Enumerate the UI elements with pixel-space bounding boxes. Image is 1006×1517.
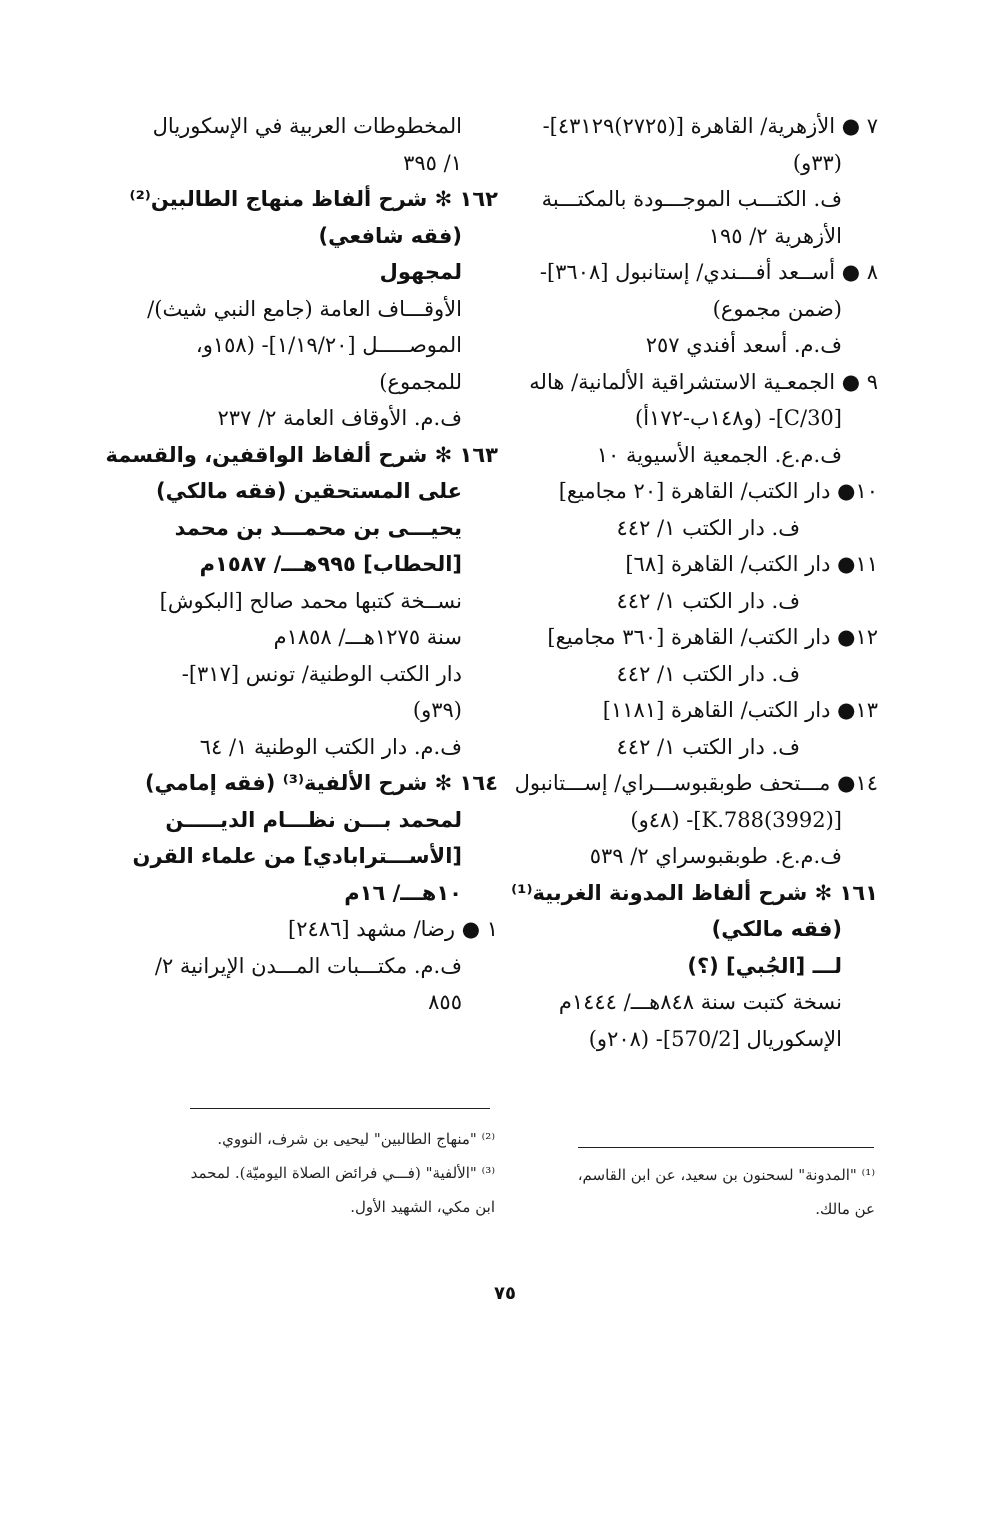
left-column-line: نســخة كتبها محمد صالح [البكوش] (159, 588, 462, 613)
right-column-line: ١٢● دار الكتب/ القاهرة [٣٦٠ مجاميع] (547, 625, 878, 649)
right-column-line: ف. دار الكتب ١/ ٤٤٢ (616, 588, 800, 613)
right-column-line: لـــ [الجُبي] (؟) (687, 953, 842, 978)
footnote-line: عن مالك. (815, 1200, 875, 1218)
left-column-line: المخطوطات العربية في الإسكوريال (152, 114, 462, 138)
right-column-line: ١٦١ ✻ شرح ألفاظ المدونة الغربية⁽¹⁾ (511, 880, 878, 905)
left-column-line: الموصـــــل [١/١٩/٢٠]- (١٥٨و، (195, 333, 462, 357)
right-column-line: ٨ ● أســعد أفـــندي/ إستانبول [٣٦٠٨]- (539, 260, 878, 284)
right-column-line: ف. دار الكتب ١/ ٤٤٢ (616, 515, 800, 540)
right-column-line: ٩ ● الجمعـية الاستشراقية الألمانية/ هاله (529, 369, 878, 394)
left-column-line: (٣٩و) (412, 698, 462, 722)
right-column-line: ف.م. أسعد أفندي ٢٥٧ (645, 333, 842, 357)
left-column-line: ١٦٢ ✻ شرح ألفاظ منهاج الطالبين⁽²⁾ (129, 187, 498, 211)
footnote-line: ⁽²⁾ "منهاج الطالبين" ليحيى بن شرف، النووي. (217, 1130, 495, 1148)
left-column-line: ١ ● رضا/ مشهد [٢٤٨٦] (288, 917, 498, 941)
left-column-line: على المستحقين (فقه مالكي) (156, 479, 462, 503)
left-column-line: ١٦٤ ✻ شرح الألفية⁽³⁾ (فقه إمامي) (144, 771, 498, 795)
left-column-line: (فقه شافعي) (318, 223, 462, 248)
footnote-separator-left (190, 1108, 490, 1109)
left-column-line: يحيـــى بن محمـــد بن محمد (174, 515, 462, 540)
left-column-line: ف.م. الأوقاف العامة ٢/ ٢٣٧ (217, 406, 462, 430)
left-column (105, 108, 498, 1021)
left-column-line: ٨٥٥ (428, 990, 462, 1014)
right-column-line: [30/C]- (و١٤٨ب-١٧٢أ) (635, 406, 842, 430)
right-column-line: ف. دار الكتب ١/ ٤٤٢ (616, 661, 800, 686)
right-column-line: ١١● دار الكتب/ القاهرة [٦٨] (625, 552, 878, 576)
right-column-line: الأزهرية ٢/ ١٩٥ (708, 223, 842, 248)
right-column-line: ١٤● مـــتحف طوبقبوســـراي/ إســـتانبول (514, 771, 878, 795)
left-column-line: [الحطاب] ٩٩٥هـــ/ ١٥٨٧م (199, 552, 462, 576)
left-column-line: دار الكتب الوطنية/ تونس [٣١٧]- (181, 661, 462, 686)
footnote-line: ⁽³⁾ "الألفية" (فـــي فرائض الصلاة اليوميّة). لمحمد (190, 1164, 495, 1182)
right-column-line: ف. الكتـــب الموجـــودة بالمكتـــبة (541, 187, 842, 211)
right-column (511, 108, 878, 1057)
left-column-line: ١/ ٣٩٥ (403, 150, 462, 175)
footnotes-left (160, 1122, 495, 1224)
right-column-line: [(3992)K.788]- (٤٨و) (630, 807, 842, 832)
footnotes-right (540, 1158, 875, 1226)
right-column-line: ٧ ● الأزهرية/ القاهرة [(٢٧٢٥)٤٣١٢٩]- (542, 114, 878, 138)
right-column-line: نسخة كتبت سنة ٨٤٨هـــ/ ١٤٤٤م (558, 990, 842, 1014)
left-column-line: ١٠هـــ/ ١٦م (344, 880, 462, 905)
left-column-line: ١٦٣ ✻ شرح ألفاظ الواقفين، والقسمة (105, 442, 498, 467)
right-column-line: (٣٣و) (792, 150, 842, 175)
right-column-line: ف. دار الكتب ١/ ٤٤٢ (616, 734, 800, 759)
page-number: ٧٥ (494, 1283, 516, 1304)
left-column-line: سنة ١٢٧٥هـــ/ ١٨٥٨م (273, 625, 462, 649)
left-column-line: ف.م. دار الكتب الوطنية ١/ ٦٤ (199, 734, 462, 759)
left-column-line: [الأســـترابادي] من علماء القرن (132, 844, 462, 868)
footnote-line: ⁽¹⁾ "المدونة" لسحنون بن سعيد، عن ابن القاسم، (577, 1166, 875, 1184)
left-column-line: الأوقـــاف العامة (جامع النبي شيث)/ (147, 296, 462, 321)
right-column-line: (ضمن مجموع) (712, 296, 842, 321)
left-column-line: للمجموع) (379, 369, 462, 394)
footnote-separator-right (578, 1147, 874, 1148)
right-column-line: ف.م.ع. طوبقبوسراي ٢/ ٥٣٩ (589, 844, 842, 868)
footnote-line: ابن مكي، الشهيد الأول. (350, 1198, 495, 1216)
right-column-line: ف.م.ع. الجمعية الأسيوية ١٠ (596, 442, 842, 467)
right-column-line: ١٣● دار الكتب/ القاهرة [١١٨١] (602, 698, 878, 722)
left-column-line: لمحمد بـــن نظـــام الديـــــن (165, 807, 462, 832)
right-column-line: الإسكوريال [570/2]- (٢٠٨و) (588, 1026, 842, 1051)
right-column-line: (فقه مالكي) (711, 917, 842, 941)
left-column-line: ف.م. مكتـــبات المـــدن الإيرانية ٢/ (154, 953, 462, 978)
right-column-line: ١٠● دار الكتب/ القاهرة [٢٠ مجاميع] (558, 479, 878, 503)
left-column-line: لمجهول (379, 260, 462, 284)
